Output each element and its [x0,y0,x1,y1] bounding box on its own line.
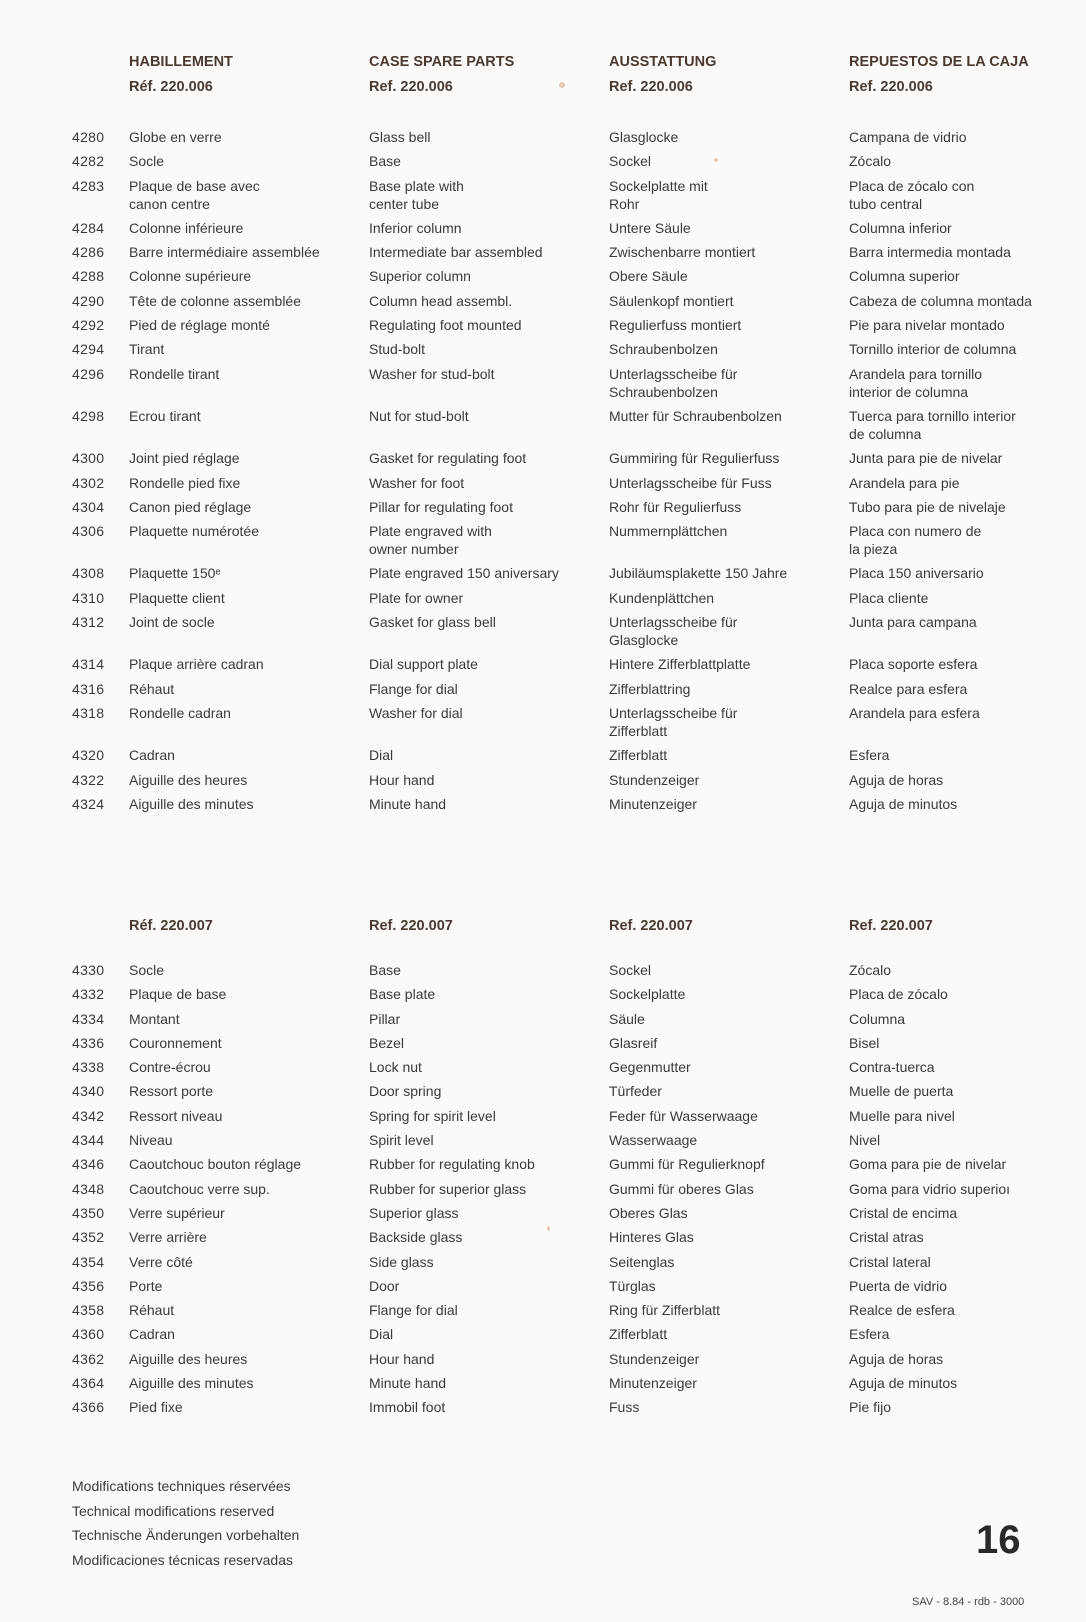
part-name-es: Esfera [849,1326,890,1343]
part-name-es: Zócalo [849,962,892,978]
part-number: 4314 [72,656,105,673]
part-number: 4304 [72,498,105,515]
part-number: 4360 [72,1326,105,1343]
part-number: 4282 [72,153,105,170]
part-name-fr: Pied de réglage monté [129,317,270,334]
part-name-fr: Verre arrière [129,1229,207,1246]
part-name-fr: Réhaut [129,1302,175,1319]
ref-de: Ref. 220.007 [609,918,693,934]
parts-list-220-006 [0,128,1086,813]
part-name-es: Tubo para pie de nivelaje [849,498,1006,515]
section-220-006 [0,50,1086,819]
part-name-de: Sockelplatte mit Rohr [609,177,708,212]
part-number: 4338 [72,1059,105,1076]
part-name-de: Sockel [609,962,652,978]
part-number: 4324 [72,795,105,812]
part-number: 4364 [72,1375,105,1392]
part-name-fr: Canon pied réglage [129,498,252,515]
part-name-fr: Ressort porte [129,1083,214,1100]
part-name-fr: Aiguille des minutes [129,795,254,812]
part-name-fr: Plaque arrière cadran [129,656,264,673]
part-name-es: Aguja de horas [849,1350,944,1367]
part-name-es: Junta para pie de nivelar [849,450,1003,467]
table-row [0,961,1086,979]
header-title-en: CASE SPARE PARTS [369,54,515,70]
note-de: Technische Änderungen vorbehalten [72,1527,300,1543]
table-row [0,522,1086,558]
page-number: 16 [976,1518,1021,1562]
part-name-fr: Rondelle pied fixe [129,474,241,491]
part-name-en: Superior column [369,268,471,285]
part-name-es: Bisel [849,1034,880,1051]
table-row [0,746,1086,764]
part-name-es: Placa 150 aniversario [849,565,984,582]
part-name-en: Flange for dial [369,1302,458,1319]
part-name-es: Placa de zócalo [849,986,948,1003]
part-name-fr: Socle [129,153,165,170]
part-name-fr: Niveau [129,1132,173,1149]
part-name-fr: Verre côté [129,1253,193,1270]
note-en: Technical modifications reserved [72,1502,275,1519]
part-name-de: Türfeder [609,1083,662,1100]
part-name-es: Arandela para tornillo interior de columna [849,365,983,400]
part-name-en: Lock nut [369,1059,422,1076]
ref-es: Ref. 220.007 [849,918,933,934]
part-number: 4342 [72,1107,105,1124]
part-name-en: Pillar [369,1010,401,1027]
part-name-en: Base plate [369,986,436,1003]
part-name-de: Nummernplättchen [609,523,728,540]
part-name-es: Placa de zócalo con tubo central [849,177,975,212]
part-name-fr: Tirant [129,341,165,358]
table-row [0,1301,1086,1319]
part-name-de: Minutenzeiger [609,1375,697,1392]
part-name-en: Base [369,153,401,170]
header-fr [129,50,369,100]
part-name-de: Stundenzeiger [609,1350,700,1367]
table-row [0,613,1086,649]
part-name-de: Gummi für Regulierknopf [609,1156,765,1173]
part-name-de: Gummi für oberes Glas [609,1180,754,1197]
table-row [0,340,1086,358]
part-name-de: Jubiläumsplakette 150 Jahre [609,565,788,582]
paper-stain [714,158,718,162]
part-name-de: Zifferblatt [609,747,668,764]
table-row [0,589,1086,607]
table-row [0,243,1086,261]
part-name-en: Door [369,1277,400,1294]
part-name-fr: Barre intermédiaire assemblée [129,244,320,261]
table-row [0,1325,1086,1343]
part-name-en: Column head assembl. [369,292,513,309]
part-name-fr: Caoutchouc verre sup. [129,1180,270,1197]
part-name-en: Nut for stud-bolt [369,407,469,424]
part-name-fr: Contre-écrou [129,1059,211,1076]
table-row [0,474,1086,492]
part-name-en: Washer for dial [369,704,463,721]
part-name-es: Cristal lateral [849,1253,931,1270]
part-name-fr: Plaque de base [129,986,227,1003]
part-name-en: Gasket for regulating foot [369,450,527,467]
note-fr: Modifications techniques réservées [72,1478,291,1494]
part-name-de: Untere Säule [609,219,691,236]
header-es [849,50,1086,100]
table-row [0,1253,1086,1271]
part-name-fr: Caoutchouc bouton réglage [129,1156,302,1173]
part-number: 4318 [72,704,105,721]
part-name-en: Minute hand [369,795,447,812]
footer-notes [72,1474,299,1572]
part-name-es: Aguja de horas [849,771,944,788]
part-number: 4330 [72,962,105,978]
table-row [0,1010,1086,1028]
table-row [0,1082,1086,1100]
part-name-en: Minute hand [369,1375,447,1392]
part-number: 4294 [72,341,105,358]
header-ref-es: Ref. 220.006 [849,79,933,95]
part-name-de: Säule [609,1010,645,1027]
section-220-007 [0,914,1086,1423]
part-name-es: Cristal atras [849,1229,924,1246]
part-name-es: Cristal de encima [849,1204,958,1221]
part-number: 4290 [72,292,105,309]
part-name-fr: Aiguille des heures [129,1350,248,1367]
part-number: 4336 [72,1034,105,1051]
part-name-fr: Colonne supérieure [129,268,252,285]
table-row [0,152,1086,170]
part-name-de: Stundenzeiger [609,771,700,788]
part-name-es: Arandela para pie [849,474,960,491]
table-row [0,985,1086,1003]
table-row [0,177,1086,213]
table-row [0,267,1086,285]
part-name-es: Puerta de vidrio [849,1277,948,1294]
table-row [0,1034,1086,1052]
part-name-en: Immobil foot [369,1399,446,1416]
part-name-fr: Aiguille des heures [129,771,248,788]
part-number: 4340 [72,1083,105,1100]
part-name-de: Mutter für Schraubenbolzen [609,407,782,424]
table-row [0,292,1086,310]
part-name-es: Realce de esfera [849,1302,955,1319]
part-name-en: Side glass [369,1253,434,1270]
part-name-es: Goma para vidrio superioı [849,1180,1011,1197]
part-number: 4310 [72,589,105,606]
column-headers [0,50,1086,100]
part-name-en: Spring for spirit level [369,1107,496,1124]
part-number: 4352 [72,1229,105,1246]
part-name-de: Säulenkopf montiert [609,292,734,309]
header-ref-de: Ref. 220.006 [609,79,693,95]
table-row [0,1350,1086,1368]
part-name-de: Zifferblattring [609,680,691,697]
part-name-fr: Cadran [129,747,175,764]
part-number: 4298 [72,407,105,424]
part-name-fr: Plaque de base avec canon centre [129,177,260,212]
table-row [0,680,1086,698]
table-row [0,365,1086,401]
part-name-fr: Verre supérieur [129,1204,225,1221]
part-name-fr: Joint pied réglage [129,450,240,467]
part-name-es: Muelle de puerta [849,1083,954,1100]
part-name-de: Unterlagsscheibe für Glasglocke [609,614,738,649]
part-name-de: Kundenplättchen [609,589,715,606]
part-name-fr: Porte [129,1277,163,1294]
table-row [0,1107,1086,1125]
part-name-en: Plate for owner [369,589,464,606]
part-name-es: Contra-tuerca [849,1059,935,1076]
part-name-de: Glasglocke [609,129,679,145]
part-number: 4362 [72,1350,105,1367]
part-name-fr: Plaquette numérotée [129,523,259,540]
header-de [609,50,849,100]
table-row [0,1374,1086,1392]
part-name-es: Columna inferior [849,219,952,236]
part-name-de: Minutenzeiger [609,795,697,812]
part-name-es: Realce para esfera [849,680,968,697]
part-number: 4320 [72,747,105,764]
part-name-es: Barra intermedia montada [849,244,1011,261]
part-name-es: Cabeza de columna montada [849,292,1032,309]
part-name-fr: Rondelle cadran [129,704,231,721]
part-name-de: Zifferblatt [609,1326,668,1343]
table-row [0,564,1086,582]
paper-stain [559,82,565,88]
part-number: 4316 [72,680,105,697]
part-number: 4308 [72,565,105,582]
part-name-es: Columna [849,1010,906,1027]
part-name-es: Placa con numero de la pieza [849,523,982,558]
parts-list-220-007 [0,961,1086,1416]
part-name-en: Rubber for superior glass [369,1180,527,1197]
column-refs [0,914,1086,939]
part-name-es: Nivel [849,1132,881,1149]
part-name-fr: Cadran [129,1326,175,1343]
part-number: 4300 [72,450,105,467]
part-number: 4346 [72,1156,105,1173]
part-name-de: Gummiring für Regulierfuss [609,450,780,467]
part-name-en: Base [369,962,401,978]
part-name-es: Goma para pie de nivelar [849,1156,1007,1173]
part-name-fr: Réhaut [129,680,175,697]
table-row [0,655,1086,673]
part-name-en: Regulating foot mounted [369,317,522,334]
header-ref-fr: Réf. 220.006 [129,79,213,95]
part-name-en: Plate engraved 150 aniversary [369,565,559,582]
part-number: 4322 [72,771,105,788]
part-name-en: Door spring [369,1083,442,1100]
part-name-es: Pie fijo [849,1399,892,1416]
ref-en: Ref. 220.007 [369,918,453,934]
print-code: SAV - 8.84 - rdb - 3000 [912,1596,1025,1608]
table-row [0,1277,1086,1295]
part-name-es: Aguja de minutos [849,1375,958,1392]
part-name-es: Tornillo interior de columna [849,341,1017,358]
part-name-es: Columna superior [849,268,960,285]
table-row [0,1228,1086,1246]
table-row [0,498,1086,516]
part-number: 4292 [72,317,105,334]
part-name-en: Plate engraved with owner number [369,523,492,558]
note-es: Modificaciones técnicas reservadas [72,1551,293,1568]
header-ref-en: Ref. 220.006 [369,79,453,95]
table-row [0,795,1086,813]
table-row [0,1398,1086,1416]
part-name-en: Inferior column [369,219,462,236]
part-name-fr: Plaquette 150ᵉ [129,565,221,582]
part-name-de: Zwischenbarre montiert [609,244,756,261]
part-number: 4286 [72,244,105,261]
part-name-de: Hintere Zifferblattplatte [609,656,751,673]
part-name-en: Pillar for regulating foot [369,498,513,515]
part-number: 4332 [72,986,105,1003]
part-number: 4288 [72,268,105,285]
paper-stain [547,1226,550,1231]
part-name-en: Stud-bolt [369,341,426,358]
header-title-es: REPUESTOS DE LA CAJA [849,54,1029,70]
part-number: 4334 [72,1010,105,1027]
part-name-de: Obere Säule [609,268,688,285]
part-name-es: Tuerca para tornillo interior de columna [849,407,1016,442]
part-name-fr: Pied fixe [129,1399,183,1416]
part-number: 4306 [72,523,105,540]
part-number: 4284 [72,219,105,236]
part-name-de: Schraubenbolzen [609,341,718,358]
table-row [0,1058,1086,1076]
part-name-de: Regulierfuss montiert [609,317,742,334]
table-row [0,219,1086,237]
part-name-fr: Aiguille des minutes [129,1375,254,1392]
header-title-de: AUSSTATTUNG [609,54,717,70]
part-name-es: Esfera [849,747,890,764]
part-name-en: Rubber for regulating knob [369,1156,535,1173]
part-name-de: Unterlagsscheibe für Zifferblatt [609,704,738,739]
part-number: 4312 [72,614,105,631]
part-name-fr: Joint de socle [129,614,215,631]
part-name-fr: Tête de colonne assemblée [129,292,301,309]
part-name-de: Feder für Wasserwaage [609,1107,758,1124]
part-name-es: Zócalo [849,153,892,170]
part-name-de: Türglas [609,1277,656,1294]
part-name-en: Dial [369,1326,394,1343]
part-number: 4348 [72,1180,105,1197]
part-number: 4296 [72,365,105,382]
part-name-fr: Globe en verre [129,129,222,145]
table-row [0,407,1086,443]
part-name-de: Unterlagsscheibe für Schraubenbolzen [609,365,738,400]
part-name-de: Rohr für Regulierfuss [609,498,742,515]
part-name-de: Wasserwaage [609,1132,698,1149]
part-name-en: Dial [369,747,394,764]
table-row [0,316,1086,334]
part-number: 4280 [72,129,105,145]
part-number: 4344 [72,1132,105,1149]
part-name-en: Washer for stud-bolt [369,365,495,382]
part-name-en: Backside glass [369,1229,463,1246]
part-name-de: Ring für Zifferblatt [609,1302,721,1319]
part-name-fr: Colonne inférieure [129,219,244,236]
part-number: 4358 [72,1302,105,1319]
part-name-es: Junta para campana [849,614,977,631]
table-row [0,1155,1086,1173]
part-name-de: Sockelplatte [609,986,686,1003]
part-name-de: Hinteres Glas [609,1229,694,1246]
part-number: 4356 [72,1277,105,1294]
part-name-en: Base plate with center tube [369,177,464,212]
table-row [0,1204,1086,1222]
part-name-en: Hour hand [369,771,435,788]
part-name-fr: Plaquette client [129,589,225,606]
part-name-en: Gasket for glass bell [369,614,496,631]
part-name-fr: Socle [129,962,165,978]
part-name-de: Gegenmutter [609,1059,691,1076]
table-row [0,128,1086,146]
part-name-en: Spirit level [369,1132,434,1149]
table-row [0,1180,1086,1198]
part-name-de: Glasreif [609,1034,658,1051]
part-name-de: Unterlagsscheibe für Fuss [609,474,772,491]
part-name-de: Sockel [609,153,652,170]
ref-fr: Réf. 220.007 [129,918,213,934]
table-row [0,704,1086,740]
part-name-es: Pie para nivelar montado [849,317,1005,334]
part-name-en: Flange for dial [369,680,458,697]
part-name-fr: Rondelle tirant [129,365,220,382]
part-name-en: Dial support plate [369,656,478,673]
header-title-fr: HABILLEMENT [129,54,233,70]
part-name-es: Placa soporte esfera [849,656,978,673]
part-number: 4350 [72,1204,105,1221]
part-name-fr: Ressort niveau [129,1107,223,1124]
part-number: 4354 [72,1253,105,1270]
part-name-de: Seitenglas [609,1253,675,1270]
part-name-es: Muelle para nivel [849,1107,955,1124]
part-name-en: Glass bell [369,129,431,145]
part-number: 4366 [72,1399,105,1416]
part-name-es: Placa cliente [849,589,929,606]
part-name-es: Aguja de minutos [849,795,958,812]
part-name-en: Hour hand [369,1350,435,1367]
part-name-fr: Montant [129,1010,180,1027]
header-en [369,50,609,100]
part-name-en: Washer for foot [369,474,465,491]
part-name-en: Bezel [369,1034,405,1051]
table-row [0,449,1086,467]
table-row [0,771,1086,789]
part-name-fr: Ecrou tirant [129,407,201,424]
part-name-de: Oberes Glas [609,1204,688,1221]
part-number: 4302 [72,474,105,491]
part-number: 4283 [72,177,105,194]
part-name-fr: Couronnement [129,1034,222,1051]
part-name-de: Fuss [609,1399,640,1416]
part-name-en: Intermediate bar assembled [369,244,543,261]
part-name-es: Campana de vidrio [849,129,967,145]
part-name-es: Arandela para esfera [849,704,980,721]
table-row [0,1131,1086,1149]
part-name-en: Superior glass [369,1204,459,1221]
